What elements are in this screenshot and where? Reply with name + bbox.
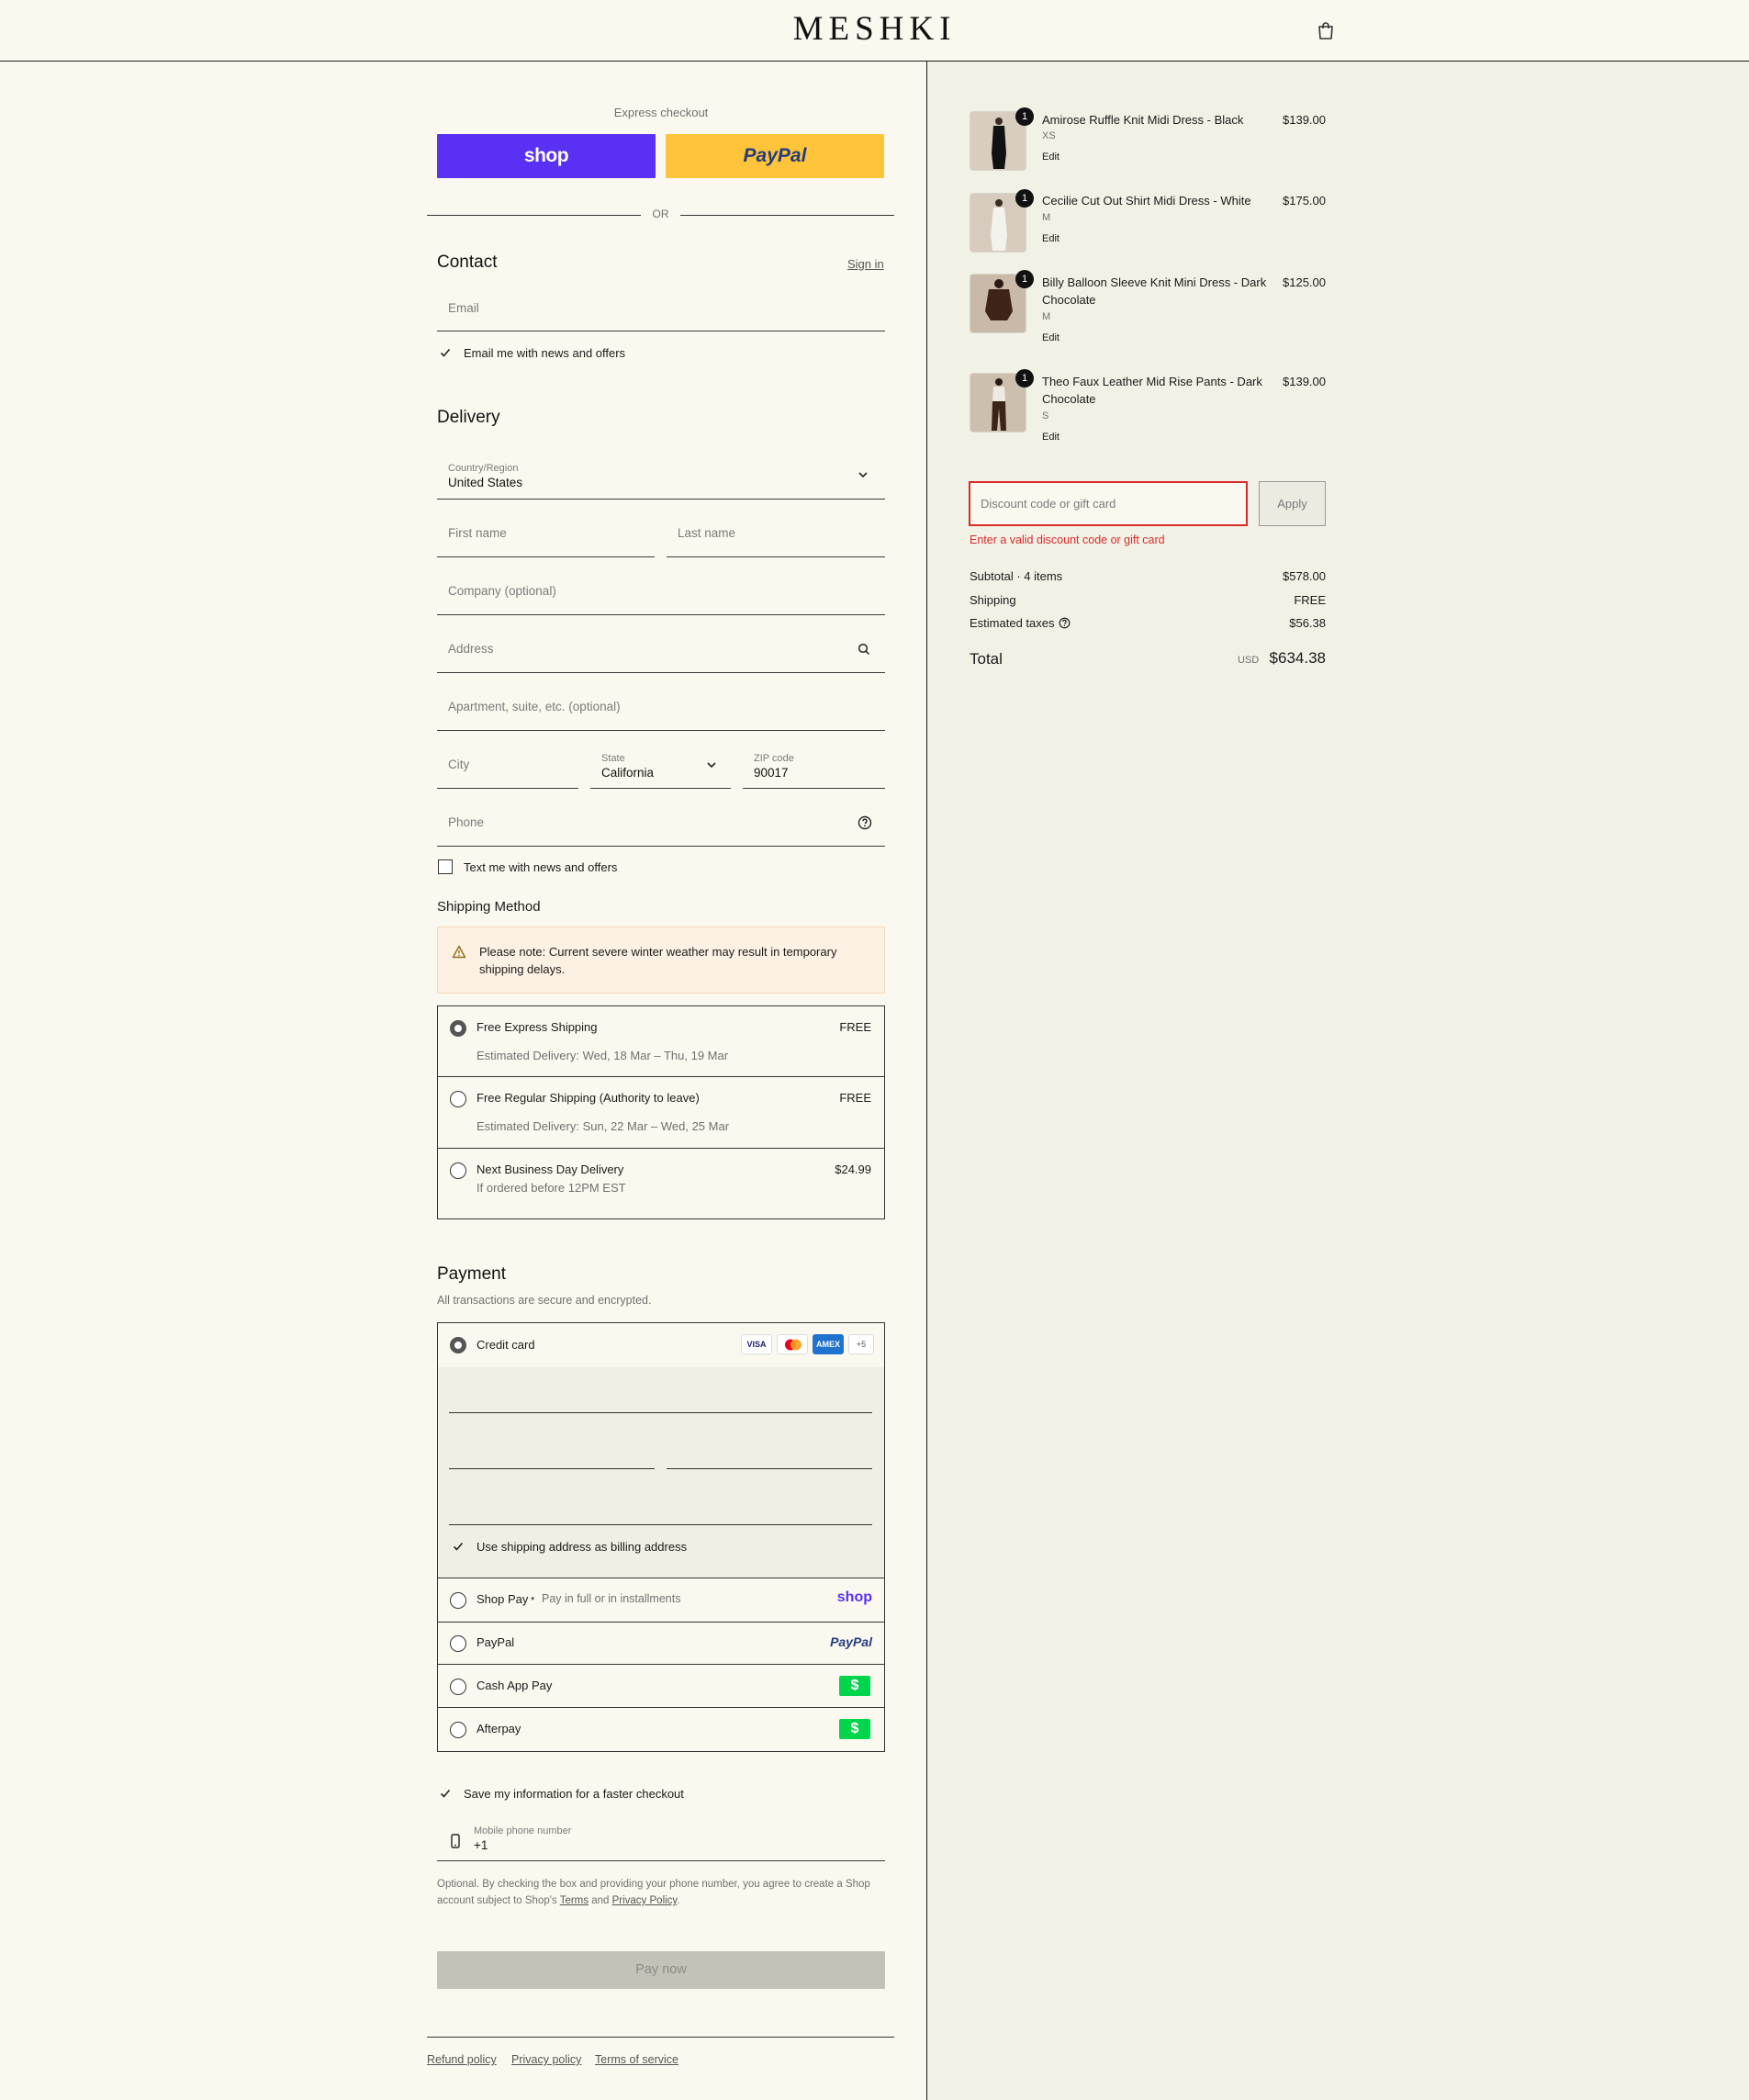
check-icon[interactable] <box>438 345 453 360</box>
apartment-field[interactable] <box>437 686 885 731</box>
discount-error: Enter a valid discount code or gift card <box>970 533 1165 546</box>
amex-icon: AMEX <box>813 1334 844 1354</box>
shop-pay-separator: • <box>531 1592 535 1605</box>
warning-icon <box>452 945 466 959</box>
shipping-value: FREE <box>1294 593 1326 607</box>
chevron-down-icon <box>858 470 869 479</box>
afterpay-label: Afterpay <box>476 1722 521 1735</box>
email-field[interactable] <box>437 287 885 331</box>
state-select[interactable] <box>590 744 731 789</box>
order-summary-panel <box>926 62 1749 2100</box>
shop-pay-express-button[interactable] <box>437 134 656 178</box>
item-price: $139.00 <box>1283 375 1326 388</box>
radio-unselected[interactable] <box>450 1091 466 1107</box>
contact-title: Contact <box>437 253 498 272</box>
legal-line-1: Optional. By checking the box and providing your phone number, you agree to create a Shop <box>437 1879 870 1890</box>
legal-line-2-text: account subject to Shop's <box>437 1895 557 1906</box>
quantity-badge: 1 <box>1015 270 1034 288</box>
store-logo[interactable]: MESHKI <box>792 10 957 48</box>
terms-link[interactable]: Terms <box>559 1895 589 1906</box>
help-circle-icon[interactable] <box>858 815 872 830</box>
sign-in-link[interactable]: Sign in <box>847 257 884 271</box>
country-select[interactable] <box>437 454 885 500</box>
quantity-badge: 1 <box>1015 189 1034 208</box>
radio-unselected[interactable] <box>450 1162 466 1179</box>
afterpay-icon: $ <box>839 1719 870 1739</box>
more-cards-badge: +5 <box>848 1334 874 1354</box>
legal-period: . <box>677 1895 680 1906</box>
item-price: $139.00 <box>1283 113 1326 127</box>
item-name-line-2: Chocolate <box>1042 293 1096 307</box>
shopping-bag-icon[interactable] <box>1317 20 1335 40</box>
subtotal-value: $578.00 <box>1283 569 1326 583</box>
card-name-field[interactable] <box>449 1491 872 1525</box>
estimated-taxes-label: Estimated taxes <box>970 616 1055 630</box>
legal-line-2 <box>437 1892 896 1909</box>
state-value: California <box>601 766 655 780</box>
payment-title: Payment <box>437 1264 506 1284</box>
shipping-option-regular[interactable] <box>438 1078 884 1149</box>
shipping-label: Shipping <box>970 593 1016 607</box>
item-edit-link[interactable]: Edit <box>1042 233 1059 244</box>
or-divider-label: OR <box>652 208 669 220</box>
apartment-placeholder: Apartment, suite, etc. (optional) <box>448 700 621 713</box>
shipping-option-price: FREE <box>839 1020 871 1034</box>
country-label: Country/Region <box>448 463 519 474</box>
item-name: Amirose Ruffle Knit Midi Dress - Black <box>1042 113 1244 127</box>
divider-right <box>680 215 894 216</box>
item-variant: S <box>1042 410 1049 421</box>
country-value: United States <box>448 476 523 489</box>
visa-icon: VISA <box>741 1334 772 1354</box>
divider-left <box>427 215 641 216</box>
shipping-option-name: Free Express Shipping <box>476 1020 598 1034</box>
payment-option-credit-card[interactable] <box>437 1322 885 1368</box>
legal-text <box>437 1876 896 1909</box>
phone-placeholder: Phone <box>448 815 485 829</box>
city-placeholder: City <box>448 758 470 771</box>
last-name-field[interactable] <box>667 512 885 557</box>
legal-and: and <box>591 1895 610 1906</box>
item-name-line-1: Billy Balloon Sleeve Knit Mini Dress - Dark <box>1042 275 1267 289</box>
shipping-method-title: Shipping Method <box>437 899 541 915</box>
email-placeholder: Email <box>448 301 479 315</box>
paypal-express-button[interactable] <box>666 134 884 178</box>
last-name-placeholder: Last name <box>678 526 736 540</box>
shop-logo: shop <box>836 1589 872 1605</box>
delivery-title: Delivery <box>437 408 500 427</box>
item-name: Cecilie Cut Out Shirt Midi Dress - White <box>1042 194 1251 208</box>
paypal-logo: PayPal <box>830 1634 872 1649</box>
shipping-option-price: $24.99 <box>835 1162 871 1176</box>
total-label: Total <box>970 650 1003 668</box>
mobile-phone-label: Mobile phone number <box>474 1825 572 1836</box>
check-icon[interactable] <box>451 1539 465 1554</box>
item-name-line-1: Theo Faux Leather Mid Rise Pants - Dark <box>1042 375 1262 388</box>
card-form <box>437 1367 885 1578</box>
card-number-field[interactable] <box>449 1379 872 1413</box>
email-news-label: Email me with news and offers <box>464 346 626 360</box>
pay-now-label: Pay now <box>635 1962 687 1977</box>
shipping-notice-text: Please note: Current severe winter weather may result in temporary shipping delays. <box>479 945 837 976</box>
text-news-label: Text me with news and offers <box>464 860 618 874</box>
discount-code-input[interactable] <box>969 481 1248 526</box>
shipping-option-detail: Estimated Delivery: Wed, 18 Mar – Thu, 19 Mar <box>476 1049 729 1062</box>
estimated-taxes-value: $56.38 <box>1289 616 1326 630</box>
zip-value: 90017 <box>754 766 789 780</box>
shipping-option-price: FREE <box>839 1091 871 1105</box>
paypal-logo: PayPal <box>743 145 807 166</box>
search-icon <box>858 643 870 656</box>
shipping-option-next-day[interactable] <box>438 1150 884 1218</box>
payment-option-paypal[interactable] <box>437 1622 885 1665</box>
shipping-notice <box>437 926 885 994</box>
item-name-line-2: Chocolate <box>1042 392 1096 406</box>
shipping-option-detail: If ordered before 12PM EST <box>476 1181 626 1195</box>
payment-option-cash-app[interactable] <box>437 1664 885 1708</box>
refund-policy-link[interactable]: Refund policy <box>427 2053 497 2066</box>
paypal-label: PayPal <box>476 1635 515 1649</box>
mobile-phone-icon <box>451 1834 460 1848</box>
discount-placeholder: Discount code or gift card <box>981 497 1116 511</box>
item-edit-link[interactable]: Edit <box>1042 432 1059 443</box>
address-field[interactable] <box>437 628 885 673</box>
privacy-policy-link[interactable]: Privacy Policy <box>611 1895 678 1906</box>
address-placeholder: Address <box>448 642 494 656</box>
shipping-option-name: Next Business Day Delivery <box>476 1162 624 1176</box>
credit-card-label: Credit card <box>476 1338 535 1352</box>
quantity-badge: 1 <box>1015 369 1034 387</box>
item-variant: XS <box>1042 130 1056 141</box>
shop-pay-detail: Pay in full or in installments <box>542 1592 681 1605</box>
pay-now-button[interactable] <box>437 1951 885 1989</box>
payment-subtitle: All transactions are secure and encrypted. <box>437 1294 652 1307</box>
radio-unselected[interactable] <box>450 1679 466 1695</box>
subtotal-label: Subtotal · 4 items <box>970 569 1063 583</box>
item-price: $125.00 <box>1283 275 1326 289</box>
footer-divider <box>427 2037 894 2038</box>
city-field[interactable] <box>437 744 578 789</box>
apply-label: Apply <box>1277 497 1307 511</box>
shipping-option-name: Free Regular Shipping (Authority to leave) <box>476 1091 700 1105</box>
first-name-placeholder: First name <box>448 526 507 540</box>
zip-label: ZIP code <box>754 753 794 764</box>
save-info-label: Save my information for a faster checkout <box>464 1787 684 1801</box>
chevron-down-icon <box>706 760 717 769</box>
header <box>0 0 1749 62</box>
cash-app-label: Cash App Pay <box>476 1679 553 1692</box>
first-name-field[interactable] <box>437 512 655 557</box>
check-icon[interactable] <box>438 1786 453 1801</box>
item-price: $175.00 <box>1283 194 1326 208</box>
company-placeholder: Company (optional) <box>448 584 556 598</box>
radio-selected[interactable] <box>450 1020 466 1037</box>
apply-discount-button[interactable] <box>1259 481 1326 526</box>
phone-field[interactable] <box>437 802 885 847</box>
shop-logo: shop <box>523 145 569 166</box>
payment-option-afterpay[interactable] <box>437 1707 885 1752</box>
shop-pay-label: Shop Pay <box>476 1592 529 1606</box>
state-label: State <box>601 753 625 764</box>
terms-of-service-link[interactable]: Terms of service <box>595 2053 678 2066</box>
mobile-phone-field[interactable] <box>437 1814 885 1861</box>
total-value: $634.38 <box>1269 649 1326 667</box>
currency-label: USD <box>1238 655 1260 666</box>
quantity-badge: 1 <box>1015 107 1034 126</box>
billing-same-label: Use shipping address as billing address <box>476 1540 688 1554</box>
shipping-option-detail: Estimated Delivery: Sun, 22 Mar – Wed, 25 Mar <box>476 1119 730 1133</box>
cash-app-icon: $ <box>839 1676 870 1696</box>
radio-unselected[interactable] <box>450 1722 466 1738</box>
text-news-checkbox[interactable] <box>438 859 453 874</box>
zip-field[interactable] <box>743 744 885 789</box>
mastercard-icon <box>777 1334 808 1354</box>
radio-selected[interactable] <box>450 1337 466 1353</box>
radio-unselected[interactable] <box>450 1635 466 1652</box>
express-checkout-label: Express checkout <box>613 106 709 119</box>
item-edit-link[interactable]: Edit <box>1042 332 1059 343</box>
company-field[interactable] <box>437 570 885 615</box>
item-variant: M <box>1042 212 1051 223</box>
mobile-phone-value: +1 <box>474 1838 488 1852</box>
card-cvv-field[interactable] <box>667 1435 872 1469</box>
radio-unselected[interactable] <box>450 1592 466 1609</box>
help-circle-icon[interactable] <box>1059 617 1071 629</box>
shipping-option-express[interactable] <box>438 1006 884 1077</box>
item-variant: M <box>1042 311 1051 322</box>
item-edit-link[interactable]: Edit <box>1042 152 1059 163</box>
payment-option-shop-pay[interactable] <box>437 1578 885 1623</box>
privacy-policy-link[interactable]: Privacy policy <box>511 2053 582 2066</box>
card-expiry-field[interactable] <box>449 1435 655 1469</box>
